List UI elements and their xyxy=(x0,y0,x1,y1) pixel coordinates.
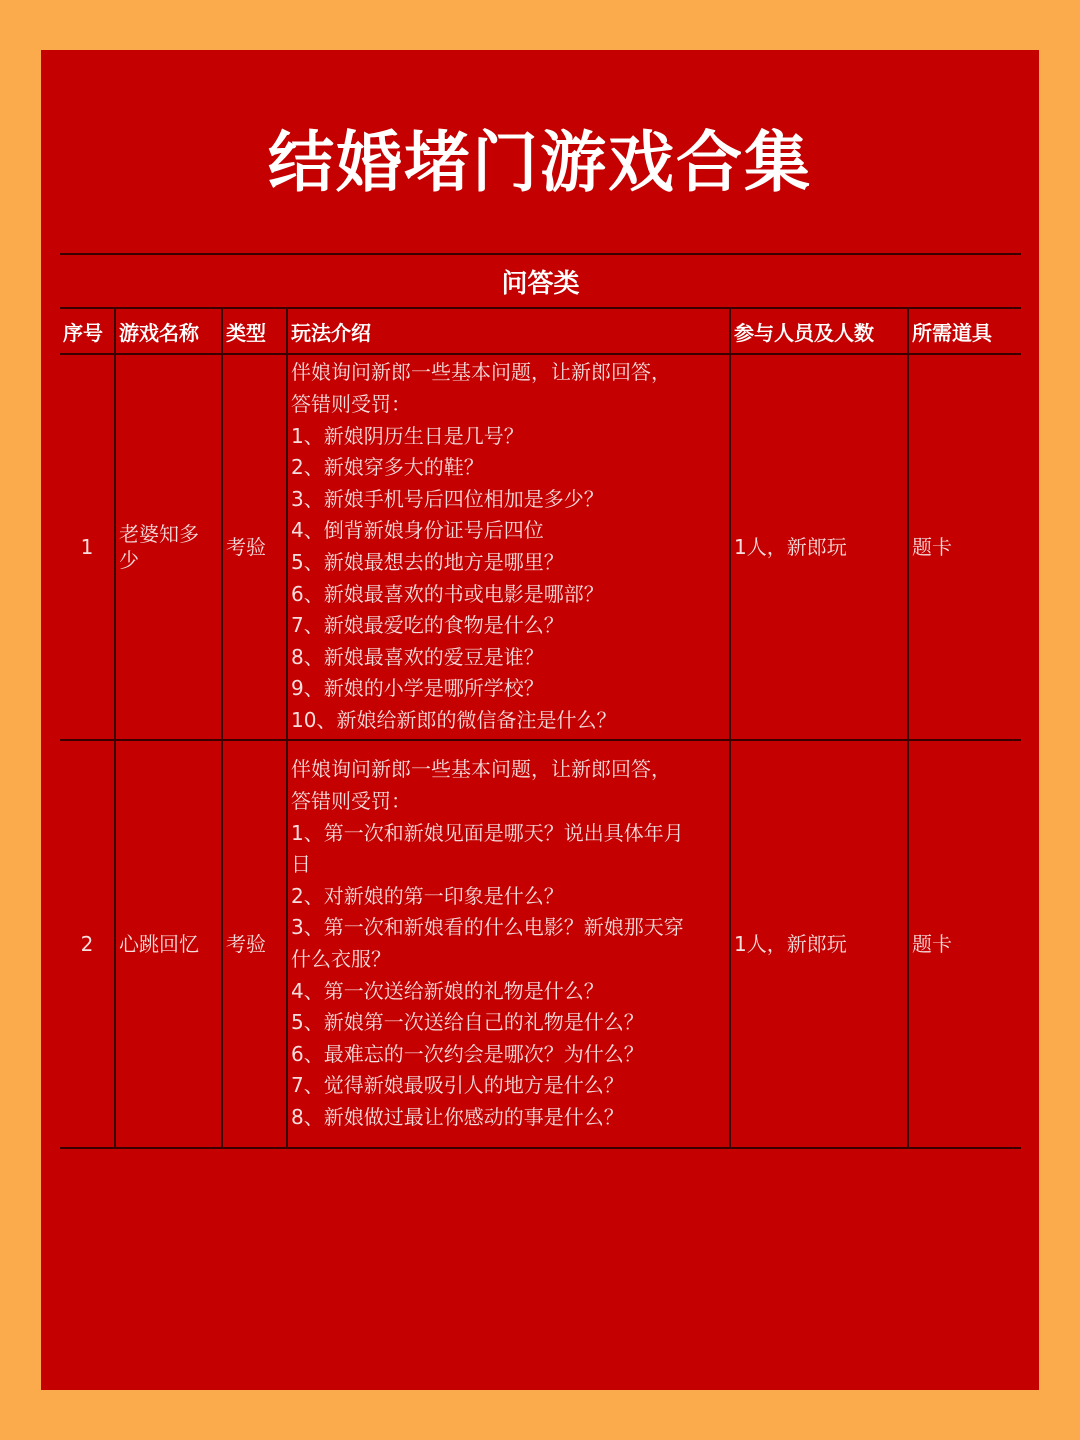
intro-line: 伴娘询问新郎一些基本问题，让新郎回答， xyxy=(291,360,671,385)
intro-line: 6、最难忘的一次约会是哪次？为什么？ xyxy=(291,1041,644,1066)
category-row xyxy=(60,254,1021,308)
intro-line: 3、新娘手机号后四位相加是多少？ xyxy=(291,486,604,511)
intro-line: 5、新娘第一次送给自己的礼物是什么？ xyxy=(291,1010,644,1035)
table-row xyxy=(60,740,1021,1148)
intro-line: 4、第一次送给新娘的礼物是什么？ xyxy=(291,978,604,1003)
intro-line: 4、倒背新娘身份证号后四位 xyxy=(291,518,544,543)
intro-line: 2、对新娘的第一印象是什么？ xyxy=(291,883,564,908)
props: 题卡 xyxy=(908,354,1021,740)
category-label: 问答类 xyxy=(501,268,580,299)
intro-line: 5、新娘最想去的地方是哪里？ xyxy=(291,550,564,574)
game-type: 考验 xyxy=(222,740,287,1148)
intro-line: 什么衣服？ xyxy=(291,947,391,971)
game-name: 心跳回忆 xyxy=(115,740,222,1148)
intro-line: 8、新娘最喜欢的爱豆是谁？ xyxy=(291,644,544,669)
intro-line: 日 xyxy=(291,852,311,877)
header-participants: 参与人员及人数 xyxy=(730,308,908,354)
intro-line: 10、新娘给新郎的微信备注是什么？ xyxy=(291,707,617,732)
intro-line: 伴娘询问新郎一些基本问题，让新郎回答， xyxy=(291,757,671,782)
row-number: 1 xyxy=(60,354,115,740)
intro-line: 8、新娘做过最让你感动的事是什么？ xyxy=(291,1104,624,1129)
props: 题卡 xyxy=(908,740,1021,1148)
table-row xyxy=(60,354,1021,740)
header-row xyxy=(60,308,1021,354)
header-intro: 玩法介绍 xyxy=(287,308,730,354)
games-table xyxy=(60,253,1021,1149)
header-name: 游戏名称 xyxy=(115,308,222,354)
intro-line: 1、第一次和新娘见面是哪天？说出具体年月 xyxy=(291,820,684,845)
intro-line: 1、新娘阴历生日是几号？ xyxy=(291,423,524,448)
row-number: 2 xyxy=(60,740,115,1148)
game-name: 老婆知多少 xyxy=(115,354,222,740)
intro-line: 答错则受罚： xyxy=(291,392,411,417)
intro-line: 6、新娘最喜欢的书或电影是哪部？ xyxy=(291,581,604,606)
game-intro xyxy=(287,740,730,1148)
intro-line: 2、新娘穿多大的鞋？ xyxy=(291,455,484,480)
header-type: 类型 xyxy=(222,308,287,354)
header-no: 序号 xyxy=(60,308,115,354)
intro-line: 3、第一次和新娘看的什么电影？新娘那天穿 xyxy=(291,915,684,940)
intro-line: 9、新娘的小学是哪所学校？ xyxy=(291,676,544,701)
intro-line: 7、新娘最爱吃的食物是什么？ xyxy=(291,613,564,638)
intro-line: 7、觉得新娘最吸引人的地方是什么？ xyxy=(291,1073,624,1098)
participants: 1人，新郎玩 xyxy=(730,740,908,1148)
game-type: 考验 xyxy=(222,354,287,740)
game-intro xyxy=(287,354,730,740)
header-props: 所需道具 xyxy=(908,308,1021,354)
poster-title: 结婚堵门游戏合集 xyxy=(268,123,812,201)
intro-line: 答错则受罚： xyxy=(291,789,411,814)
poster-panel xyxy=(41,50,1039,1390)
participants: 1人，新郎玩 xyxy=(730,354,908,740)
